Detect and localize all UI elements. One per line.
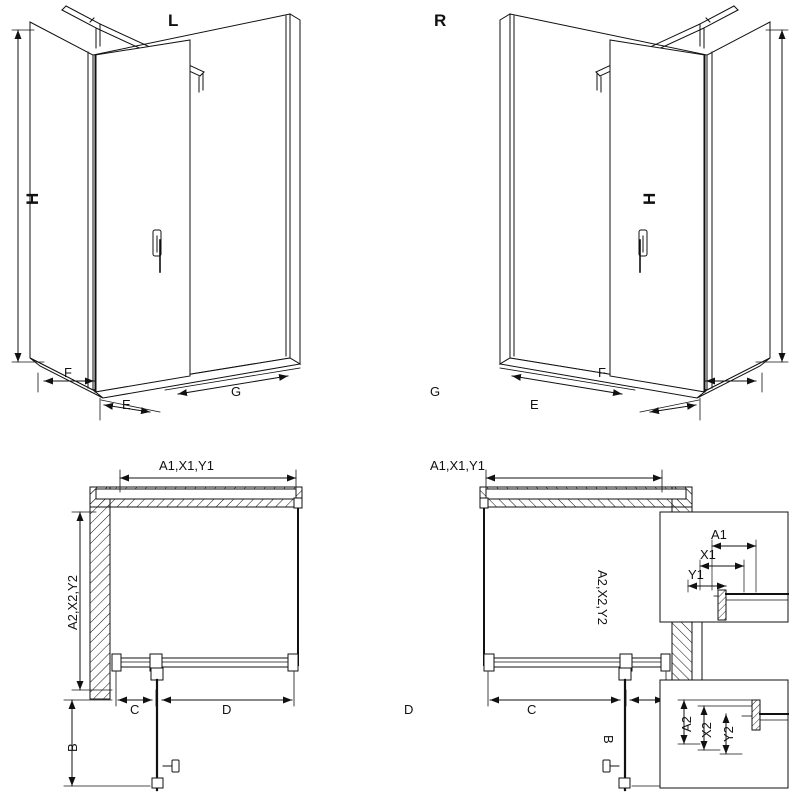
plan-right-dim-b: B [601, 735, 616, 744]
iso-right-label-f: F [598, 365, 606, 380]
iso-right-height-label: H [640, 192, 659, 205]
plan-right-top-dim: A1,X1,Y1 [430, 458, 485, 473]
plan-left-top-dim: A1,X1,Y1 [159, 458, 214, 473]
plan-left-side-dim: A2,X2,Y2 [65, 575, 80, 630]
iso-left-label-f: F [64, 365, 72, 380]
plan-right-dim-d: D [404, 702, 414, 717]
plan-right-side-dim: A2,X2,Y2 [595, 570, 610, 625]
iso-right-label-g: G [430, 384, 441, 399]
iso-left-label-e: E [122, 397, 131, 412]
plan-left-dim-d: D [222, 702, 232, 717]
iso-view-left [12, 6, 300, 420]
plan-right-dim-c: C [527, 702, 537, 717]
detail-bottom-label-a2: A2 [679, 716, 694, 732]
iso-right-label-e: E [530, 397, 539, 412]
plan-view-left [64, 470, 302, 790]
iso-right-title: R [434, 11, 447, 30]
detail-top-label-y1: Y1 [688, 567, 704, 582]
plan-left-dim-c: C [130, 702, 140, 717]
detail-bottom-label-x2: X2 [699, 722, 714, 738]
detail-top-label-x1: X1 [700, 547, 716, 562]
iso-left-label-g: G [231, 384, 242, 399]
iso-left-title: L [168, 11, 179, 30]
detail-bottom-label-y2: Y2 [721, 726, 736, 742]
plan-left-dim-b: B [65, 743, 80, 752]
iso-left-height-label: H [23, 192, 42, 205]
iso-view-right [500, 6, 788, 420]
detail-top-label-a1: A1 [711, 527, 727, 542]
